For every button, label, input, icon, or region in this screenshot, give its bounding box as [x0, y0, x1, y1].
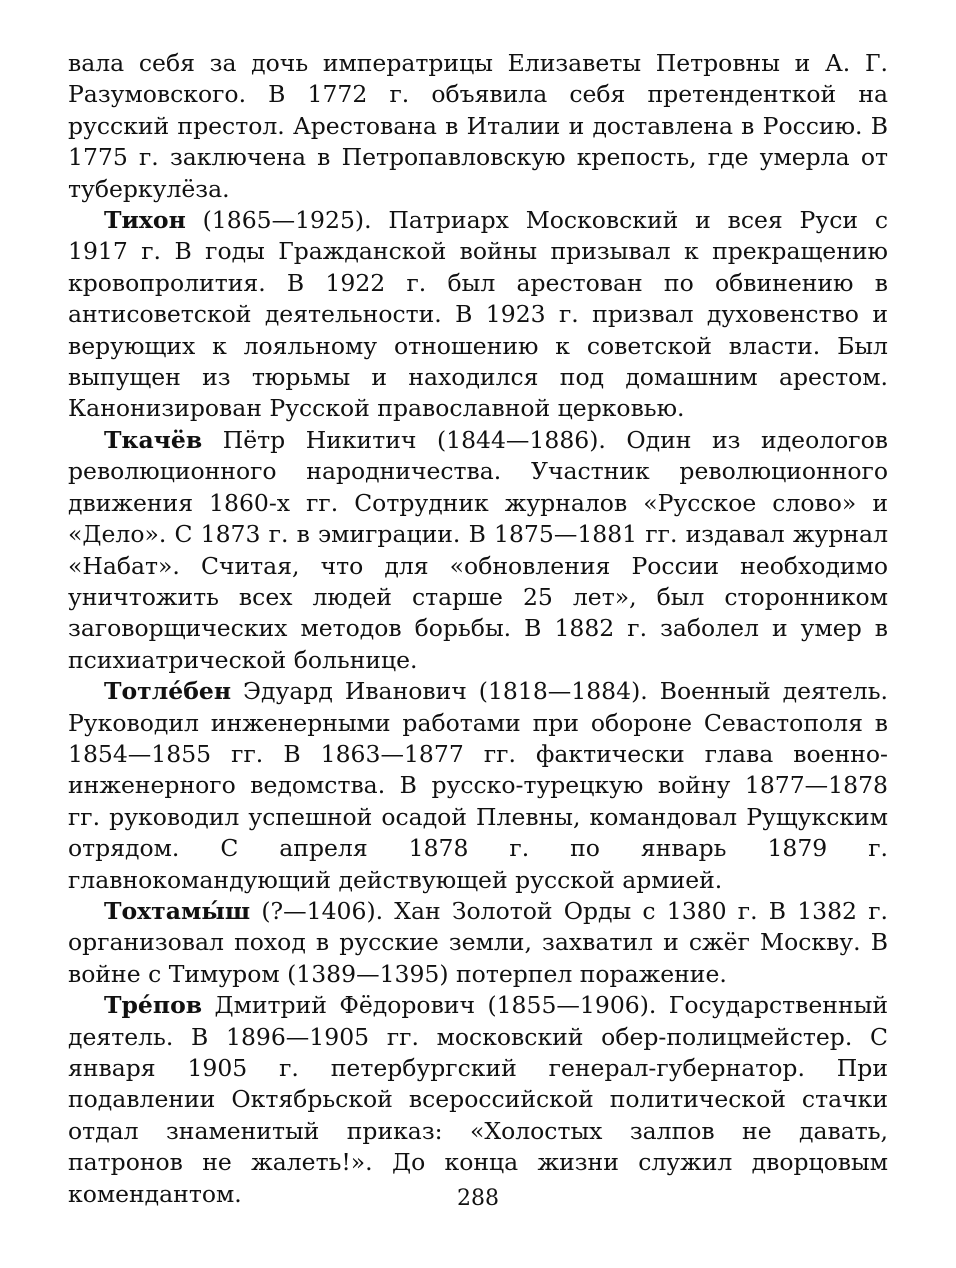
entry-text: (1865—1925). Патриарх Московский и всея Руси с 1917 г. В годы Гражданской войны призывал к прекращению кровопролития. В 1922 г. был арестован по обвинению в антисоветской деятельности. В 1923 г. призвал духовенство и верующих к лояльному отношению к советской власти. Был выпущен из тюрьмы и находился под домашним арестом. Канонизирован Русской православной церковью.: [68, 206, 888, 423]
continuation-paragraph: вала себя за дочь императрицы Елизаветы Петровны и А. Г. Разумовского. В 1772 г. объявила себя претенденткой на русский престол. Арестована в Италии и доставлена в Россию. В 1775 г. заключена в Петропавловскую крепость, где умерла от туберкулёза.: [68, 49, 888, 203]
entry-trepov: [68, 990, 888, 1210]
entry-text: Эдуард Иванович (1818—1884). Военный деятель. Руководил инженерными работами при обороне Севастополя в 1854—1855 гг. В 1863—1877 гг. фактически глава военно-инженерного ведомства. В русско-турецкую войну 1877—1878 гг. руководил успешной осадой Плевны, командовал Рущукским отрядом. С апреля 1878 г. по январь 1879 г. главнокомандующий действующей русской армией.: [68, 677, 888, 894]
page-body: [68, 48, 888, 1210]
entry-text: Пётр Никитич (1844—1886). Один из идеологов революционного народничества. Участник революционного движения 1860-х гг. Сотрудник журналов «Русское слово» и «Дело». С 1873 г. в эмиграции. В 1875—1881 гг. издавал журнал «Набат». Считая, что для «обновления России необходимо уничтожить всех людей старше 25 лет», был сторонником заговорщических методов борьбы. В 1882 г. заболел и умер в психиатрической больнице.: [68, 425, 888, 674]
entry-term: Ткачёв: [104, 425, 203, 454]
entry-term: Тре́пов: [104, 991, 203, 1020]
entry-totleben: [68, 676, 888, 896]
entry-tokhtamysh: [68, 896, 888, 990]
entry-term: Тихон: [104, 206, 186, 235]
entry-text: Дмитрий Фёдорович (1855—1906). Государственный деятель. В 1896—1905 гг. московский обер-полицмейстер. С января 1905 г. петербургский генерал-губернатор. При подавлении Октябрьской всероссийской политической стачки отдал знаменитый приказ: «Холостых залпов не давать, патронов не жалеть!». До конца жизни служил дворцовым комендантом.: [68, 991, 888, 1208]
entry-term: Тотле́бен: [104, 677, 232, 706]
entry-text: (?—1406). Хан Золотой Орды с 1380 г. В 1382 г. организовал поход в русские земли, захватил и сжёг Москву. В войне с Тимуром (1389—1395) потерпел поражение.: [68, 896, 888, 988]
entry-term: Тохтамы́ш: [104, 896, 251, 925]
entry-tikhon: [68, 205, 888, 425]
entry-tkachev: [68, 425, 888, 676]
page-number: 288: [457, 1186, 499, 1211]
